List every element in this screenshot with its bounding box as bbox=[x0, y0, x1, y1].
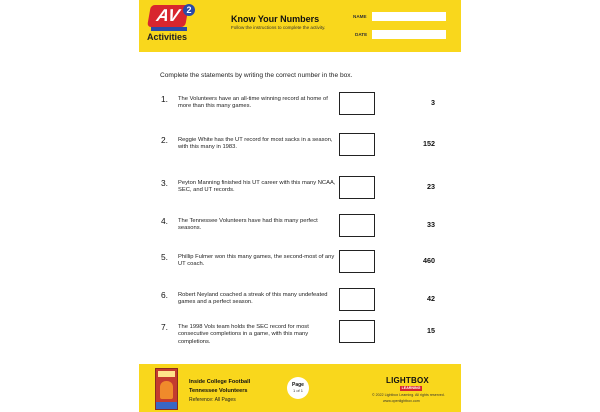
answer-box[interactable] bbox=[339, 133, 375, 156]
book-title: Tennessee Volunteers bbox=[189, 388, 248, 394]
book-cover-image bbox=[155, 368, 178, 410]
answer-option: 33 bbox=[427, 220, 435, 229]
answer-box[interactable] bbox=[339, 176, 375, 199]
brand-tag: LEARNING bbox=[401, 386, 421, 390]
question-text: Robert Neyland coached a streak of this many undefeated games and a perfect season. bbox=[178, 292, 328, 306]
date-label: DATE bbox=[355, 32, 368, 37]
answer-box[interactable] bbox=[339, 250, 375, 273]
logo-section-label: Activities bbox=[147, 32, 188, 42]
question-number: 2. bbox=[161, 135, 168, 145]
instruction-text: Complete the statements by writing the correct number in the box. bbox=[160, 72, 353, 79]
page-label: Page bbox=[292, 382, 304, 388]
answer-option: 23 bbox=[427, 182, 435, 191]
brand-name: LIGHTBOX bbox=[386, 376, 429, 385]
title-block bbox=[231, 14, 325, 30]
question-number: 6. bbox=[161, 290, 168, 300]
answer-option: 15 bbox=[427, 326, 435, 335]
av2-logo bbox=[145, 3, 205, 49]
answer-box[interactable] bbox=[339, 214, 375, 237]
lightbox-logo bbox=[386, 376, 429, 390]
question-number: 5. bbox=[161, 252, 168, 262]
answer-box[interactable] bbox=[339, 320, 375, 343]
question-text: The 1998 Vols team holds the SEC record for most consecutive completions in a game, with this many completions. bbox=[178, 324, 309, 345]
page-count: 1 of 1 bbox=[292, 388, 303, 393]
question-text: Phillip Fulmer won this many games, the second-most of any UT coach. bbox=[178, 254, 335, 268]
question-text: The Volunteers have an all-time winning record at home of more than this many games. bbox=[178, 96, 328, 110]
name-label: NAME bbox=[353, 14, 367, 19]
page-subtitle: Follow the instructions to complete the activity. bbox=[231, 25, 326, 30]
question-text: The Tennessee Volunteers have had this many perfect seasons. bbox=[178, 218, 318, 232]
answer-option: 42 bbox=[427, 294, 435, 303]
copyright-text: © 2022 Lightbox Learning. All rights reserved. bbox=[372, 393, 445, 397]
page-indicator bbox=[287, 377, 309, 399]
question-number: 1. bbox=[161, 94, 168, 104]
answer-option: 3 bbox=[431, 98, 435, 107]
reference-text: Reference: All Pages bbox=[189, 397, 236, 403]
date-field[interactable] bbox=[372, 30, 446, 39]
page-title: Know Your Numbers bbox=[231, 14, 320, 24]
logo-underline bbox=[151, 27, 187, 31]
website-link[interactable]: www.openlightbox.com bbox=[383, 399, 420, 403]
question-number: 7. bbox=[161, 322, 168, 332]
footer-band bbox=[139, 364, 461, 412]
answer-option: 460 bbox=[423, 256, 435, 265]
series-title: Inside College Football bbox=[189, 379, 251, 385]
name-field[interactable] bbox=[372, 12, 446, 21]
question-text: Reggie White has the UT record for most sacks in a season, with this many in 1983. bbox=[178, 137, 333, 151]
worksheet-page bbox=[139, 0, 461, 412]
question-number: 4. bbox=[161, 216, 168, 226]
logo-badge: AV bbox=[147, 5, 189, 27]
question-text: Peyton Manning finished his UT career with this many NCAA, SEC, and UT records. bbox=[178, 180, 336, 194]
logo-superscript: 2 bbox=[183, 4, 195, 16]
answer-box[interactable] bbox=[339, 92, 375, 115]
answer-box[interactable] bbox=[339, 288, 375, 311]
header-band bbox=[139, 0, 461, 52]
answer-option: 152 bbox=[423, 139, 435, 148]
question-number: 3. bbox=[161, 178, 168, 188]
